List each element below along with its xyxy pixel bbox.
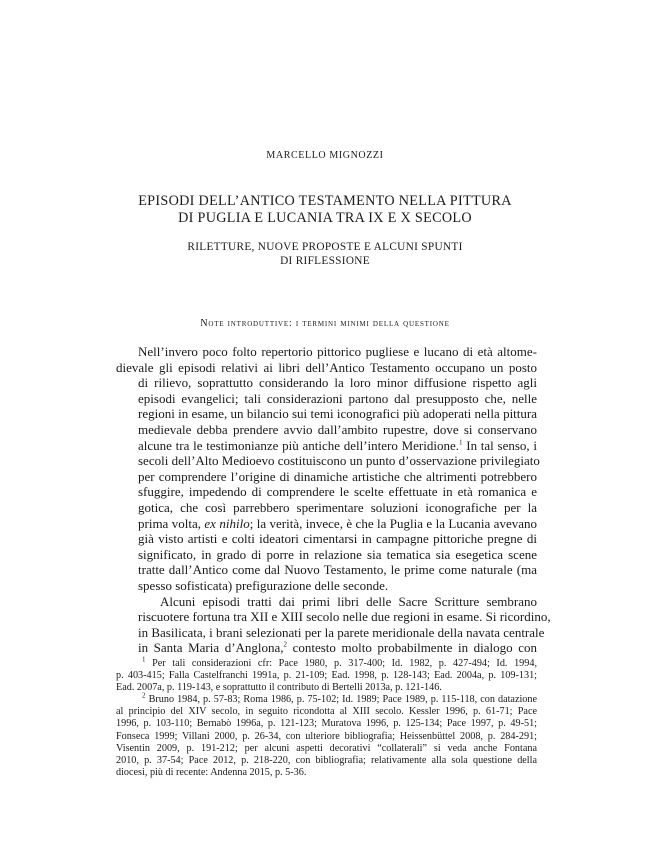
text-line: secoli dell’Alto Medioevo costituiscono un punto d’osservazione privilegiato <box>138 453 540 469</box>
text-line: regioni in esame, un bilancio sui temi iconografici più adoperati nella pittura <box>138 406 537 422</box>
footnote-line: Fonseca 1999; Villani 2000, p. 26-34, con ulteriore bibliografia; Heissenbüttel 2008, p. 284-291; <box>116 730 537 742</box>
italic-term: ex nihilo <box>204 515 250 531</box>
text-line: medievale debba prendere avvio dall’ambito rupestre, dove si conservano <box>138 421 537 437</box>
text-line: spesso sofisticata) prefigurazione delle seconde. <box>138 577 389 593</box>
footnote-line: 1996, p. 103-110; Bernabò 1996a, p. 121-123; Muratova 1996, p. 125-134; Pace 1997, p. 49-51; <box>116 718 537 730</box>
footnote <box>116 691 538 779</box>
footnote-line <box>116 691 538 706</box>
title-line: EPISODI DELL’ANTICO TESTAMENTO NELLA PITTURA <box>138 193 512 209</box>
text-line <box>116 438 537 454</box>
text-line: dievale gli episodi relativi ai libri dell’Antico Testamento occupano un posto <box>116 359 537 375</box>
text-line: in Basilicata, i brani selezionati per la parete meridionale della navata centrale <box>138 624 545 640</box>
text-line: già visto artisti e colti ideatori cimentarsi in campagne pittoriche pregne di <box>138 531 537 547</box>
paragraph <box>116 344 540 594</box>
footnote-line: Ead. 2007a, p. 119-143, e soprattutto il contributo di Bertelli 2013a, p. 121-146. <box>116 682 442 694</box>
text-fragment: ; la verità, invece, è che la Puglia e la Lucania avevano <box>249 515 537 531</box>
text-line: sfuggire, impedendo di comprendere le scelte effettuate in età romanica e <box>138 484 537 500</box>
footnote <box>116 655 537 694</box>
text-line: significato, in grado di porre in relazione sia tematica sia esegetica scene <box>138 546 537 562</box>
text-fragment: Per tali considerazioni cfr: Pace 1980, p. 317-400; Id. 1982, p. 427-494; Id. 1994, <box>152 658 537 669</box>
text-line <box>116 640 537 656</box>
footnote-line: 2010, p. 37-54; Pace 2012, p. 218-220, con bibliografia; relativamente alla sola questione della <box>116 754 537 766</box>
article-subtitle <box>0 240 650 268</box>
text-line: gotica, che così parrebbero sperimentare soluzioni iconografiche per la <box>138 499 537 515</box>
text-fragment: in Santa Maria d’Anglona, <box>138 640 284 656</box>
text-line: tratte dall’Antico come dal Nuovo Testamento, le prime come naturale (ma <box>138 562 537 578</box>
footnote-line: p. 403-415; Falla Castelfranchi 1991a, p. 21-109; Ead. 1998, p. 128-143; Ead. 2004a, p. 109-131; <box>116 670 537 682</box>
text-line <box>116 516 537 532</box>
footnotes <box>116 655 538 779</box>
text-fragment: prima volta, <box>138 515 201 531</box>
text-fragment: In tal senso, i <box>462 437 538 453</box>
footnote-ref[interactable]: 1 <box>459 438 463 447</box>
footnote-line: Visentin 2009, p. 191-212; per alcuni aspetti decorativi “collaterali” si veda anche Fontana <box>116 742 537 754</box>
subtitle-line: RILETTURE, NUOVE PROPOSTE E ALCUNI SPUNTI <box>187 241 463 253</box>
text-line: riscuotere fortuna tra XII e XIII secolo nelle due regioni in esame. Si ricordino, <box>138 609 551 625</box>
paragraph <box>116 593 551 656</box>
section-heading: Note introduttive: i termini minimi della questione <box>200 318 450 329</box>
title-line: DI PUGLIA E LUCANIA TRA IX E X SECOLO <box>178 210 472 226</box>
article-title <box>0 193 650 227</box>
text-fragment: Bruno 1984, p. 57-83; Roma 1986, p. 75-102; Id. 1989; Pace 1989, p. 115-118, con datazione <box>148 694 538 706</box>
text-line: di rilievo, soprattutto considerando la loro minor diffusione rispetto agli <box>138 375 537 391</box>
text-line: Alcuni episodi tratti dai primi libri delle Sacre Scritture sembrano <box>160 593 537 609</box>
footnote-line: al principio del XIV secolo, in seguito ricondotta al XIII secolo. Kessler 1996, p. 61-71; Pace <box>116 706 537 718</box>
text-line: per comprendere l’origine di dinamiche artistiche che altrimenti potrebbero <box>138 468 537 484</box>
body-text <box>116 344 551 656</box>
text-fragment: alcune tra le testimonianze più antiche dell’intero Meridione. <box>138 437 460 453</box>
footnote-line: diocesi, più di recente: Andenna 2015, p. 5-36. <box>116 766 307 778</box>
footnote-ref[interactable]: 2 <box>283 640 288 649</box>
footnote-number: 1 <box>142 655 146 664</box>
footnote-number: 2 <box>142 691 146 700</box>
subtitle-line: DI RIFLESSIONE <box>280 255 370 267</box>
footnote-line <box>116 655 537 670</box>
text-line: Nell’invero poco folto repertorio pittorico pugliese e lucano di età altome- <box>138 344 537 359</box>
text-line: episodi evangelici; tali considerazioni partono dal presupposto che, nelle <box>138 390 537 406</box>
author-name: MARCELLO MIGNOZZI <box>266 150 384 161</box>
text-fragment: contesto molto probabilmente in dialogo con <box>287 640 537 656</box>
